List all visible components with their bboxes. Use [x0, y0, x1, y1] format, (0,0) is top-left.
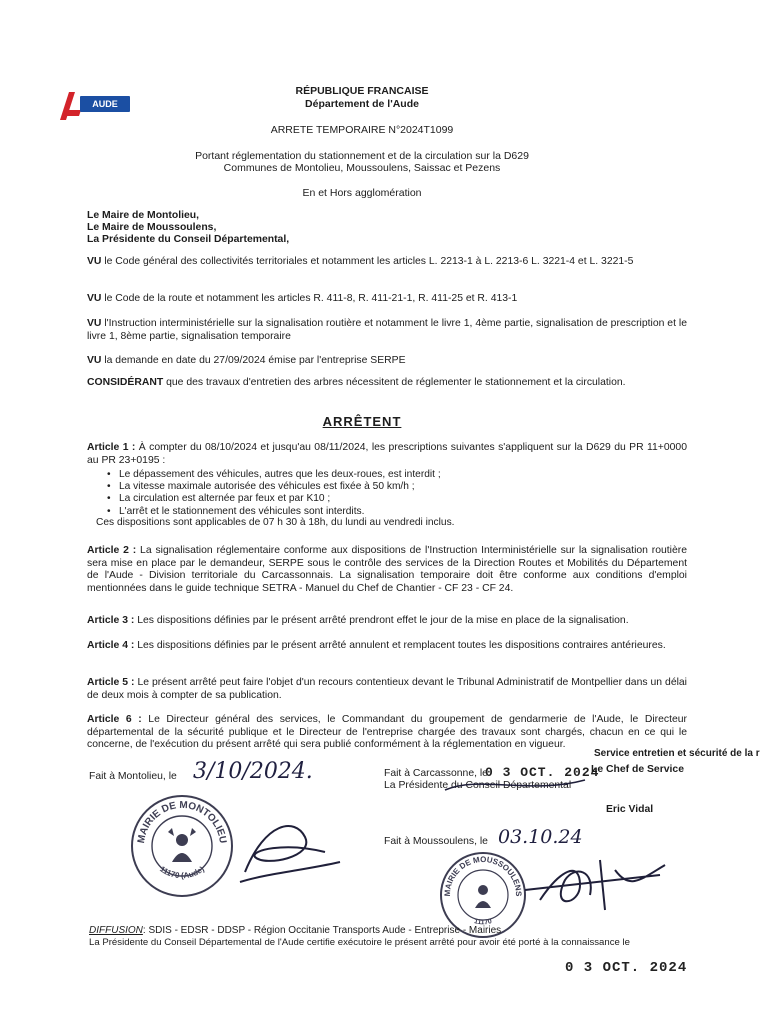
- presidente-line: La Présidente du Conseil Départemental: [384, 780, 572, 791]
- list-item: • L'arrêt et le stationnement des véhicules sont interdits.: [107, 506, 607, 518]
- republic-title: RÉPUBLIQUE FRANCAISE: [295, 85, 429, 97]
- vu-lead: VU: [87, 293, 102, 304]
- article-3: [87, 615, 687, 628]
- moussoulens-seal-top-text: MAIRIE DE MOUSSOULENS: [442, 854, 524, 897]
- authority-moussoulens: Le Maire de Moussoulens,: [87, 222, 217, 233]
- list-item: • La vitesse maximale autorisée des véhicules est fixée à 50 km/h ;: [107, 481, 607, 493]
- vu-text: le Code général des collectivités territoriales et notamment les articles L. 2213-1 à L. 2213-6 L. 3221-4 et L. 3221-5: [101, 256, 634, 267]
- aude-logo-text: AUDE: [92, 99, 118, 109]
- considerant-lead: CONSIDÉRANT: [87, 377, 164, 388]
- department-title: Département de l'Aude: [305, 98, 419, 110]
- vu-lead: VU: [87, 318, 102, 329]
- article-6: [87, 714, 687, 752]
- authority-presidente: La Présidente du Conseil Départemental,: [87, 234, 290, 245]
- article-2-lead: Article 2 :: [87, 545, 137, 556]
- moussoulens-signature: [520, 850, 670, 920]
- montolieu-date-handwritten: 3/10/2024.: [193, 759, 313, 784]
- list-item: • La circulation est alternée par feux et par K10 ;: [107, 493, 607, 505]
- montolieu-signature: [225, 812, 345, 892]
- article-4-text: Les dispositions définies par le présent arrêté annulent et remplacent toutes les dispositions contraires antérieures.: [134, 640, 666, 651]
- carcassonne-signed-label: Fait à Carcassonne, le: [384, 768, 488, 779]
- bottom-date-stamp: 0 3 OCT. 2024: [565, 960, 688, 976]
- article-1-lead: Article 1 :: [87, 442, 136, 453]
- arrete-title: ARRETE TEMPORAIRE N°2024T1099: [270, 124, 454, 136]
- vu-text: l'Instruction interministérielle sur la signalisation routière et notamment le livre 1, 4ème partie, signalisation de prescription et le livre 1, 8ème partie, signalisation temporaire: [87, 318, 687, 342]
- vu-text: le Code de la route et notamment les articles R. 411-8, R. 411-21-1, R. 411-25 et R. 413-1: [101, 293, 518, 304]
- subject-line-2: Communes de Montolieu, Moussoulens, Saissac et Pezens: [223, 162, 501, 174]
- moussoulens-date-handwritten: 03.10.24: [498, 826, 583, 848]
- svg-text:11170 (Aude): [158, 864, 206, 880]
- chef-service-label: Le Chef de Service: [591, 764, 684, 775]
- diffusion-text: : SDIS - EDSR - DDSP - Région Occitanie Transports Aude - Entreprise - Mairies: [142, 925, 502, 936]
- list-item: • Le dépassement des véhicules, autres que les deux-roues, est interdit ;: [107, 469, 607, 481]
- scope-line: En et Hors agglomération: [302, 187, 422, 199]
- article-2-text: La signalisation réglementaire conforme aux dispositions de l'Instruction Interministérielle sur la signalisation routière sera mise en place par le demandeur, SERPE sous le contrôle des services de la Direction Routes et Mobilités du Département de l'Aude - Division territoriale du Carcassonnais. La signalisation temporaire doit être conforme aux conditions d'emploi mentionnées dans le guide technique SETRA - Manuel du Chef de Chantier - CF 23 - CF 24.: [87, 545, 687, 594]
- article-3-text: Les dispositions définies par le présent arrêté prendront effet le jour de la mise en place de la signalisation.: [134, 615, 629, 626]
- montolieu-seal-top-text: MAIRIE DE MONTOLIEU: [135, 799, 228, 845]
- diffusion-lead: DIFFUSION: [89, 925, 143, 936]
- vu-lead: VU: [87, 256, 102, 267]
- article-1-bullets: [107, 469, 607, 518]
- vu-paragraph: [87, 318, 687, 343]
- arretent-heading-wrap: [0, 413, 724, 431]
- moussoulens-signed-label: Fait à Moussoulens, le: [384, 836, 488, 847]
- article-6-text: Le Directeur général des services, le Commandant du groupement de gendarmerie de l'Aude, le Directeur départemental de la sécurité publique et le Directeur de l'entreprise chargée des travaux sont chargés, chacun en ce qui le concerne, de l'exécution du présent arrêté qui sera publié conformément à la réglementation en vigueur.: [87, 714, 687, 751]
- article-5-text: Le présent arrêté peut faire l'objet d'un recours contentieux devant le Tribunal Administratif de Montpellier dans un délai de deux mois à compter de sa publication.: [87, 677, 687, 701]
- marianne-emblem-icon: [475, 885, 491, 908]
- article-5: [87, 677, 687, 702]
- vu-text: la demande en date du 27/09/2024 émise par l'entreprise SERPE: [101, 355, 406, 366]
- authority-montolieu: Le Maire de Montolieu,: [87, 210, 199, 221]
- article-2: [87, 545, 687, 595]
- article-3-lead: Article 3 :: [87, 615, 135, 626]
- article-1-tail: Ces dispositions sont applicables de 07 h 30 à 18h, du lundi au vendredi inclus.: [96, 517, 455, 528]
- vu-paragraph: [87, 293, 687, 306]
- service-line: Service entretien et sécurité de la r: [594, 748, 760, 759]
- carcassonne-date-stamp: 0 3 OCT. 2024: [485, 765, 600, 780]
- montolieu-seal-bottom-text: 11170 (Aude): [158, 864, 206, 881]
- eric-vidal-name: Eric Vidal: [606, 804, 654, 815]
- considerant-text: que des travaux d'entretien des arbres nécessitent de réglementer le stationnement et la circulation.: [163, 377, 626, 388]
- marianne-emblem-icon: [168, 828, 196, 862]
- article-4: [87, 640, 687, 653]
- vu-paragraph: [87, 355, 687, 368]
- moussoulens-seal-bottom-text: 11170: [473, 918, 493, 927]
- montolieu-signed-label: Fait à Montolieu, le: [89, 771, 177, 782]
- article-6-lead: Article 6 :: [87, 714, 142, 725]
- certification-line: La Présidente du Conseil Départemental de l'Aude certifie exécutoire le présent arrêté pour avoir été porté à la connaissance le: [89, 937, 630, 948]
- article-1: [87, 442, 687, 467]
- vu-lead: VU: [87, 355, 102, 366]
- article-4-lead: Article 4 :: [87, 640, 135, 651]
- diffusion-line: [89, 925, 589, 936]
- article-5-lead: Article 5 :: [87, 677, 135, 688]
- considerant-paragraph: [87, 377, 687, 390]
- subject-line-1: Portant réglementation du stationnement et de la circulation sur la D629: [195, 150, 529, 162]
- montolieu-seal-stamp: [128, 792, 236, 900]
- carcassonne-signature: [440, 770, 590, 800]
- article-1-text: À compter du 08/10/2024 et jusqu'au 08/11/2024, les prescriptions suivantes s'appliquent sur la D629 du PR 11+0000 au PR 23+0195 :: [87, 442, 687, 466]
- vu-paragraph: [87, 256, 687, 269]
- arretent-heading: ARRÊTENT: [322, 414, 402, 429]
